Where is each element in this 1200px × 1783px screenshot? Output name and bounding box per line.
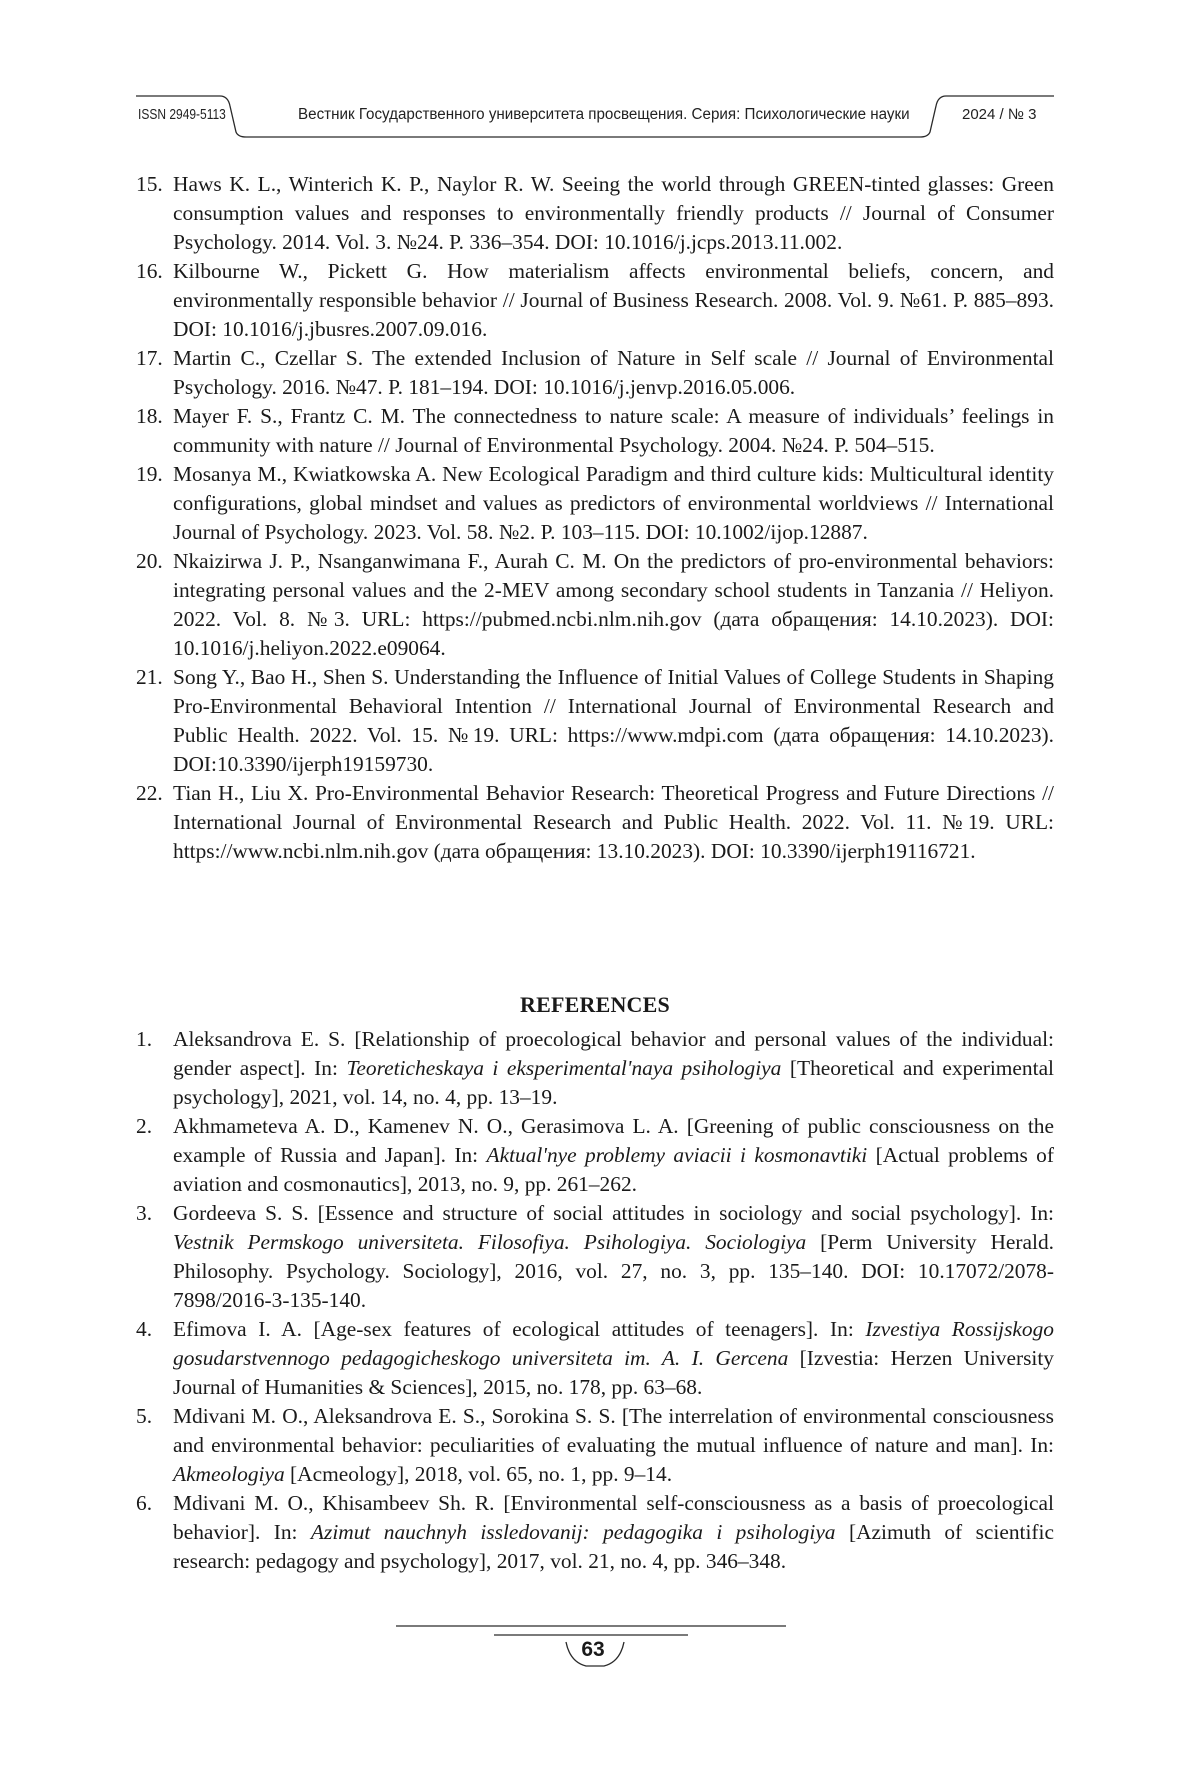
reference-number: 4. [136, 1315, 173, 1402]
reference-text-segment: [Acmeology], 2018, vol. 65, no. 1, pp. 9–14. [285, 1462, 672, 1486]
reference-text-segment: Mosanya M., Kwiatkowska A. New Ecological Paradigm and third culture kids: Multicultural identity configurations, global mindset and values as predictors of environmental worldviews // International Journal of Psychology. 2023. Vol. 58. №2. P. 103–115. DOI: 10.1002/ijop.12887. [173, 462, 1054, 544]
reference-text [173, 779, 1054, 866]
issn: ISSN 2949-5113 [138, 106, 226, 123]
reference-number: 5. [136, 1402, 173, 1489]
reference-source-title: Teoreticheskaya i eksperimental'naya psihologiya [346, 1056, 781, 1080]
reference-source-title: Akmeologiya [173, 1462, 285, 1486]
reference-text [173, 402, 1054, 460]
reference-source-title: Izvestiya Rossijskogo gosudarstvennogo pedagogicheskogo universiteta im. A. I. Gercena [173, 1317, 1054, 1370]
reference-text [173, 547, 1054, 663]
journal-page [0, 0, 1200, 1783]
reference-text-segment: Efimova I. A. [Age-sex features of ecological attitudes of teenagers]. In: [173, 1317, 865, 1341]
reference-item [136, 402, 1054, 460]
reference-text-segment: Martin C., Czellar S. The extended Inclusion of Nature in Self scale // Journal of Environmental Psychology. 2016. №47. P. 181–194. DOI: 10.1016/j.jenvp.2016.05.006. [173, 346, 1054, 399]
reference-source-title: Azimut nauchnyh issledovanij: pedagogika i psihologiya [311, 1520, 836, 1544]
reference-item [136, 547, 1054, 663]
reference-text [173, 1112, 1054, 1199]
reference-number: 20. [136, 547, 173, 663]
reference-text [173, 257, 1054, 344]
reference-item [136, 1402, 1054, 1489]
reference-text-segment: Mdivani M. O., Khisambeev Sh. R. [Environmental self-consciousness as a basis of proecological behavior]. In: [173, 1491, 1054, 1544]
reference-text [173, 1025, 1054, 1112]
reference-item [136, 170, 1054, 257]
reference-text-segment: [Actual problems of aviation and cosmonautics], 2013, no. 9, pp. 261–262. [173, 1143, 1054, 1196]
reference-text-segment: Akhmameteva A. D., Kamenev N. O., Gerasimova L. A. [Greening of public consciousness on the example of Russia and Japan]. In: [173, 1114, 1054, 1167]
reference-number: 21. [136, 663, 173, 779]
reference-text-segment: Kilbourne W., Pickett G. How materialism affects environmental beliefs, concern, and environmentally responsible behavior // Journal of Business Research. 2008. Vol. 9. №61. P. 885–893. DOI: 10.1016/j.jbusres.2007.09.016. [173, 259, 1054, 341]
reference-text-segment: Mayer F. S., Frantz C. M. The connectedness to nature scale: A measure of individuals’ feelings in community with nature // Journal of Environmental Psychology. 2004. №24. P. 504–515. [173, 404, 1054, 457]
reference-number: 17. [136, 344, 173, 402]
reference-text-segment: Tian H., Liu X. Pro-Environmental Behavior Research: Theoretical Progress and Future Directions // International Journal of Environmental Research and Public Health. 2022. Vol. 11. №19. URL: https://www.ncbi.nlm.nih.gov (дата обращения: 13.10.2023). DOI: 10.3390/ijerph19116721. [173, 781, 1054, 863]
page-footer [396, 1620, 786, 1700]
reference-item [136, 1489, 1054, 1576]
issue-number: 2024 / № 3 [962, 106, 1036, 123]
reference-item [136, 344, 1054, 402]
reference-source-title: Vestnik Permskogo universiteta. Filosofiya. Psihologiya. Sociologiya [173, 1230, 806, 1254]
reference-number: 1. [136, 1025, 173, 1112]
page-number: 63 [568, 1638, 618, 1662]
reference-text [173, 1199, 1054, 1315]
reference-text [173, 460, 1054, 547]
reference-text-segment: [Izvestia: Herzen University Journal of Humanities & Sciences], 2015, no. 178, pp. 63–68. [173, 1346, 1054, 1399]
reference-number: 22. [136, 779, 173, 866]
reference-text-segment: [Azimuth of scientific research: pedagogy and psychology], 2017, vol. 21, no. 4, pp. 346–348. [173, 1520, 1054, 1573]
reference-item [136, 1112, 1054, 1199]
reference-number: 3. [136, 1199, 173, 1315]
reference-text [173, 1489, 1054, 1576]
reference-number: 15. [136, 170, 173, 257]
reference-number: 16. [136, 257, 173, 344]
reference-text-segment: [Perm University Herald. Philosophy. Psychology. Sociology], 2016, vol. 27, no. 3, pp. 135–140. DOI: 10.17072/2078-7898/2016-3-135-140. [173, 1230, 1054, 1312]
reference-item [136, 1199, 1054, 1315]
english-reference-list [136, 1025, 1054, 1576]
reference-number: 2. [136, 1112, 173, 1199]
reference-item [136, 663, 1054, 779]
references-heading: REFERENCES [136, 992, 1054, 1018]
reference-text-segment: Aleksandrova E. S. [Relationship of proecological behavior and personal values of the individual: gender aspect]. In: [173, 1027, 1054, 1080]
journal-title: Вестник Государственного университета просвещения. Серия: Психологические науки [298, 106, 910, 124]
reference-text [173, 344, 1054, 402]
reference-item [136, 1315, 1054, 1402]
reference-item [136, 460, 1054, 547]
reference-number: 19. [136, 460, 173, 547]
running-header [136, 86, 1054, 142]
reference-item [136, 779, 1054, 866]
reference-text-segment: Gordeeva S. S. [Essence and structure of social attitudes in sociology and social psychology]. In: [173, 1201, 1054, 1225]
reference-text-segment: [Theoretical and experimental psychology], 2021, vol. 14, no. 4, pp. 13–19. [173, 1056, 1054, 1109]
reference-number: 6. [136, 1489, 173, 1576]
russian-reference-list [136, 170, 1054, 866]
reference-text-segment: Mdivani M. O., Aleksandrova E. S., Sorokina S. S. [The interrelation of environmental consciousness and environmental behavior: peculiarities of evaluating the mutual influence of nature and man]. In: [173, 1404, 1054, 1457]
reference-text [173, 1315, 1054, 1402]
reference-item [136, 1025, 1054, 1112]
reference-text-segment: Nkaizirwa J. P., Nsanganwimana F., Aurah C. M. On the predictors of pro-environmental behaviors: integrating personal values and the 2-MEV among secondary school students in Tanzania // Heliyon. 2022. Vol. 8. №3. URL: https://pubmed.ncbi.nlm.nih.gov (дата обращения: 14.10.2023). DOI: 10.1016/j.heliyon.2022.e09064. [173, 549, 1054, 660]
reference-source-title: Aktual'nye problemy aviacii i kosmonavtiki [487, 1143, 868, 1167]
reference-text-segment: Song Y., Bao H., Shen S. Understanding the Influence of Initial Values of College Students in Shaping Pro-Environmental Behavioral Intention // International Journal of Environmental Research and Public Health. 2022. Vol. 15. №19. URL: https://www.mdpi.com (дата обращения: 14.10.2023). DOI:10.3390/ijerph19159730. [173, 665, 1054, 776]
reference-text [173, 1402, 1054, 1489]
reference-text [173, 170, 1054, 257]
reference-text [173, 663, 1054, 779]
reference-item [136, 257, 1054, 344]
reference-text-segment: Haws K. L., Winterich K. P., Naylor R. W. Seeing the world through GREEN-tinted glasses: Green consumption values and responses to environmentally friendly products // Journal of Consumer Psychology. 2014. Vol. 3. №24. P. 336–354. DOI: 10.1016/j.jcps.2013.11.002. [173, 172, 1054, 254]
reference-number: 18. [136, 402, 173, 460]
